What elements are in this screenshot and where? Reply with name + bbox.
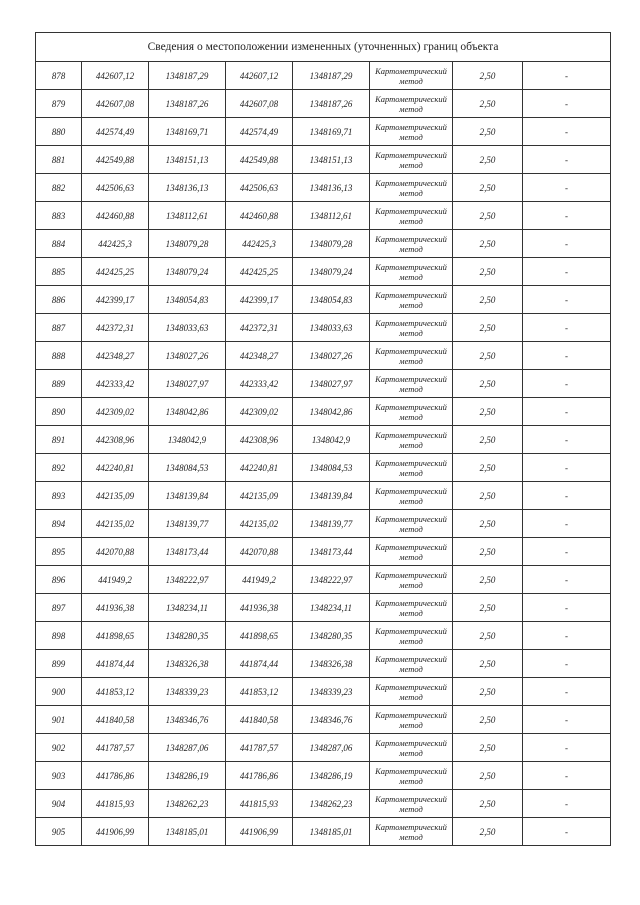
accuracy-cell: 2,50 bbox=[453, 286, 523, 314]
boundary-coordinates-table bbox=[35, 32, 611, 846]
accuracy-cell: 2,50 bbox=[453, 342, 523, 370]
existing-x-cell: 441853,12 bbox=[82, 678, 149, 706]
accuracy-cell: 2,50 bbox=[453, 482, 523, 510]
note-cell: - bbox=[523, 622, 611, 650]
refined-y-cell: 1348262,23 bbox=[293, 790, 370, 818]
note-cell: - bbox=[523, 314, 611, 342]
refined-y-cell: 1348185,01 bbox=[293, 818, 370, 846]
refined-x-cell: 442460,88 bbox=[226, 202, 293, 230]
point-number-cell: 892 bbox=[36, 454, 82, 482]
existing-y-cell: 1348280,35 bbox=[149, 622, 226, 650]
refined-y-cell: 1348287,06 bbox=[293, 734, 370, 762]
refined-x-cell: 442425,25 bbox=[226, 258, 293, 286]
accuracy-cell: 2,50 bbox=[453, 538, 523, 566]
table-row bbox=[36, 230, 611, 258]
refined-x-cell: 441853,12 bbox=[226, 678, 293, 706]
point-number-cell: 905 bbox=[36, 818, 82, 846]
refined-y-cell: 1348136,13 bbox=[293, 174, 370, 202]
method-cell: Картометрический метод bbox=[370, 790, 453, 818]
existing-x-cell: 442309,02 bbox=[82, 398, 149, 426]
table-row bbox=[36, 342, 611, 370]
existing-y-cell: 1348185,01 bbox=[149, 818, 226, 846]
existing-y-cell: 1348173,44 bbox=[149, 538, 226, 566]
table-row bbox=[36, 510, 611, 538]
existing-x-cell: 442607,08 bbox=[82, 90, 149, 118]
table-row bbox=[36, 762, 611, 790]
existing-y-cell: 1348169,71 bbox=[149, 118, 226, 146]
note-cell: - bbox=[523, 706, 611, 734]
point-number-cell: 898 bbox=[36, 622, 82, 650]
point-number-cell: 881 bbox=[36, 146, 82, 174]
table-row bbox=[36, 538, 611, 566]
refined-x-cell: 441840,58 bbox=[226, 706, 293, 734]
existing-y-cell: 1348136,13 bbox=[149, 174, 226, 202]
table-row bbox=[36, 566, 611, 594]
refined-x-cell: 441906,99 bbox=[226, 818, 293, 846]
refined-x-cell: 442348,27 bbox=[226, 342, 293, 370]
existing-y-cell: 1348079,24 bbox=[149, 258, 226, 286]
table-row bbox=[36, 734, 611, 762]
existing-x-cell: 442574,49 bbox=[82, 118, 149, 146]
note-cell: - bbox=[523, 818, 611, 846]
point-number-cell: 886 bbox=[36, 286, 82, 314]
refined-y-cell: 1348027,26 bbox=[293, 342, 370, 370]
point-number-cell: 891 bbox=[36, 426, 82, 454]
existing-x-cell: 442070,88 bbox=[82, 538, 149, 566]
point-number-cell: 882 bbox=[36, 174, 82, 202]
existing-y-cell: 1348033,63 bbox=[149, 314, 226, 342]
accuracy-cell: 2,50 bbox=[453, 146, 523, 174]
note-cell: - bbox=[523, 566, 611, 594]
method-cell: Картометрический метод bbox=[370, 510, 453, 538]
accuracy-cell: 2,50 bbox=[453, 314, 523, 342]
refined-x-cell: 442549,88 bbox=[226, 146, 293, 174]
existing-x-cell: 441787,57 bbox=[82, 734, 149, 762]
point-number-cell: 883 bbox=[36, 202, 82, 230]
refined-y-cell: 1348084,53 bbox=[293, 454, 370, 482]
note-cell: - bbox=[523, 594, 611, 622]
refined-y-cell: 1348139,77 bbox=[293, 510, 370, 538]
point-number-cell: 903 bbox=[36, 762, 82, 790]
existing-y-cell: 1348151,13 bbox=[149, 146, 226, 174]
refined-x-cell: 442399,17 bbox=[226, 286, 293, 314]
accuracy-cell: 2,50 bbox=[453, 566, 523, 594]
existing-x-cell: 441936,38 bbox=[82, 594, 149, 622]
existing-y-cell: 1348139,77 bbox=[149, 510, 226, 538]
note-cell: - bbox=[523, 454, 611, 482]
point-number-cell: 879 bbox=[36, 90, 82, 118]
existing-y-cell: 1348027,26 bbox=[149, 342, 226, 370]
existing-y-cell: 1348079,28 bbox=[149, 230, 226, 258]
refined-y-cell: 1348033,63 bbox=[293, 314, 370, 342]
refined-y-cell: 1348187,29 bbox=[293, 62, 370, 90]
refined-y-cell: 1348326,38 bbox=[293, 650, 370, 678]
refined-y-cell: 1348234,11 bbox=[293, 594, 370, 622]
note-cell: - bbox=[523, 762, 611, 790]
existing-x-cell: 442549,88 bbox=[82, 146, 149, 174]
existing-y-cell: 1348222,97 bbox=[149, 566, 226, 594]
note-cell: - bbox=[523, 538, 611, 566]
refined-y-cell: 1348027,97 bbox=[293, 370, 370, 398]
note-cell: - bbox=[523, 678, 611, 706]
point-number-cell: 880 bbox=[36, 118, 82, 146]
table-row bbox=[36, 818, 611, 846]
existing-y-cell: 1348027,97 bbox=[149, 370, 226, 398]
refined-x-cell: 442425,3 bbox=[226, 230, 293, 258]
refined-y-cell: 1348151,13 bbox=[293, 146, 370, 174]
method-cell: Картометрический метод bbox=[370, 230, 453, 258]
method-cell: Картометрический метод bbox=[370, 174, 453, 202]
point-number-cell: 904 bbox=[36, 790, 82, 818]
table-row bbox=[36, 90, 611, 118]
refined-x-cell: 442574,49 bbox=[226, 118, 293, 146]
table-row bbox=[36, 118, 611, 146]
refined-y-cell: 1348187,26 bbox=[293, 90, 370, 118]
existing-y-cell: 1348346,76 bbox=[149, 706, 226, 734]
refined-x-cell: 441936,38 bbox=[226, 594, 293, 622]
method-cell: Картометрический метод bbox=[370, 370, 453, 398]
existing-x-cell: 441874,44 bbox=[82, 650, 149, 678]
accuracy-cell: 2,50 bbox=[453, 426, 523, 454]
table-row bbox=[36, 678, 611, 706]
refined-y-cell: 1348079,28 bbox=[293, 230, 370, 258]
refined-x-cell: 441786,86 bbox=[226, 762, 293, 790]
refined-x-cell: 442506,63 bbox=[226, 174, 293, 202]
accuracy-cell: 2,50 bbox=[453, 118, 523, 146]
note-cell: - bbox=[523, 62, 611, 90]
table-row bbox=[36, 426, 611, 454]
refined-y-cell: 1348054,83 bbox=[293, 286, 370, 314]
accuracy-cell: 2,50 bbox=[453, 818, 523, 846]
existing-x-cell: 442240,81 bbox=[82, 454, 149, 482]
table-row bbox=[36, 482, 611, 510]
note-cell: - bbox=[523, 146, 611, 174]
existing-x-cell: 442399,17 bbox=[82, 286, 149, 314]
refined-y-cell: 1348079,24 bbox=[293, 258, 370, 286]
point-number-cell: 897 bbox=[36, 594, 82, 622]
existing-x-cell: 442460,88 bbox=[82, 202, 149, 230]
refined-y-cell: 1348112,61 bbox=[293, 202, 370, 230]
refined-y-cell: 1348139,84 bbox=[293, 482, 370, 510]
method-cell: Картометрический метод bbox=[370, 62, 453, 90]
existing-y-cell: 1348234,11 bbox=[149, 594, 226, 622]
accuracy-cell: 2,50 bbox=[453, 258, 523, 286]
refined-y-cell: 1348042,9 bbox=[293, 426, 370, 454]
existing-x-cell: 442506,63 bbox=[82, 174, 149, 202]
refined-x-cell: 442308,96 bbox=[226, 426, 293, 454]
point-number-cell: 899 bbox=[36, 650, 82, 678]
note-cell: - bbox=[523, 230, 611, 258]
accuracy-cell: 2,50 bbox=[453, 594, 523, 622]
table-row bbox=[36, 314, 611, 342]
refined-x-cell: 442135,09 bbox=[226, 482, 293, 510]
note-cell: - bbox=[523, 90, 611, 118]
refined-x-cell: 442372,31 bbox=[226, 314, 293, 342]
method-cell: Картометрический метод bbox=[370, 538, 453, 566]
existing-y-cell: 1348339,23 bbox=[149, 678, 226, 706]
table-row bbox=[36, 650, 611, 678]
method-cell: Картометрический метод bbox=[370, 90, 453, 118]
table-row bbox=[36, 622, 611, 650]
existing-x-cell: 442135,02 bbox=[82, 510, 149, 538]
existing-y-cell: 1348187,29 bbox=[149, 62, 226, 90]
point-number-cell: 890 bbox=[36, 398, 82, 426]
table-title: Сведения о местоположении измененных (уточненных) границ объекта bbox=[36, 33, 611, 62]
existing-x-cell: 442372,31 bbox=[82, 314, 149, 342]
method-cell: Картометрический метод bbox=[370, 482, 453, 510]
existing-x-cell: 441786,86 bbox=[82, 762, 149, 790]
point-number-cell: 901 bbox=[36, 706, 82, 734]
method-cell: Картометрический метод bbox=[370, 678, 453, 706]
refined-x-cell: 442070,88 bbox=[226, 538, 293, 566]
point-number-cell: 878 bbox=[36, 62, 82, 90]
refined-x-cell: 441815,93 bbox=[226, 790, 293, 818]
table-row bbox=[36, 706, 611, 734]
existing-x-cell: 441840,58 bbox=[82, 706, 149, 734]
refined-y-cell: 1348280,35 bbox=[293, 622, 370, 650]
existing-x-cell: 442308,96 bbox=[82, 426, 149, 454]
refined-x-cell: 441787,57 bbox=[226, 734, 293, 762]
point-number-cell: 889 bbox=[36, 370, 82, 398]
accuracy-cell: 2,50 bbox=[453, 622, 523, 650]
existing-y-cell: 1348326,38 bbox=[149, 650, 226, 678]
accuracy-cell: 2,50 bbox=[453, 678, 523, 706]
point-number-cell: 884 bbox=[36, 230, 82, 258]
note-cell: - bbox=[523, 370, 611, 398]
point-number-cell: 885 bbox=[36, 258, 82, 286]
table-row bbox=[36, 174, 611, 202]
point-number-cell: 894 bbox=[36, 510, 82, 538]
method-cell: Картометрический метод bbox=[370, 146, 453, 174]
note-cell: - bbox=[523, 482, 611, 510]
method-cell: Картометрический метод bbox=[370, 734, 453, 762]
method-cell: Картометрический метод bbox=[370, 650, 453, 678]
method-cell: Картометрический метод bbox=[370, 314, 453, 342]
existing-x-cell: 442607,12 bbox=[82, 62, 149, 90]
note-cell: - bbox=[523, 426, 611, 454]
accuracy-cell: 2,50 bbox=[453, 454, 523, 482]
existing-x-cell: 442425,25 bbox=[82, 258, 149, 286]
accuracy-cell: 2,50 bbox=[453, 706, 523, 734]
existing-x-cell: 442425,3 bbox=[82, 230, 149, 258]
point-number-cell: 893 bbox=[36, 482, 82, 510]
method-cell: Картометрический метод bbox=[370, 118, 453, 146]
existing-y-cell: 1348286,19 bbox=[149, 762, 226, 790]
method-cell: Картометрический метод bbox=[370, 818, 453, 846]
refined-x-cell: 442607,12 bbox=[226, 62, 293, 90]
method-cell: Картометрический метод bbox=[370, 342, 453, 370]
note-cell: - bbox=[523, 510, 611, 538]
method-cell: Картометрический метод bbox=[370, 566, 453, 594]
accuracy-cell: 2,50 bbox=[453, 370, 523, 398]
existing-y-cell: 1348042,86 bbox=[149, 398, 226, 426]
point-number-cell: 887 bbox=[36, 314, 82, 342]
method-cell: Картометрический метод bbox=[370, 258, 453, 286]
point-number-cell: 888 bbox=[36, 342, 82, 370]
existing-y-cell: 1348139,84 bbox=[149, 482, 226, 510]
existing-y-cell: 1348042,9 bbox=[149, 426, 226, 454]
refined-y-cell: 1348222,97 bbox=[293, 566, 370, 594]
table-row bbox=[36, 790, 611, 818]
note-cell: - bbox=[523, 398, 611, 426]
method-cell: Картометрический метод bbox=[370, 454, 453, 482]
note-cell: - bbox=[523, 286, 611, 314]
note-cell: - bbox=[523, 734, 611, 762]
accuracy-cell: 2,50 bbox=[453, 650, 523, 678]
accuracy-cell: 2,50 bbox=[453, 510, 523, 538]
existing-x-cell: 442348,27 bbox=[82, 342, 149, 370]
method-cell: Картометрический метод bbox=[370, 286, 453, 314]
accuracy-cell: 2,50 bbox=[453, 62, 523, 90]
refined-y-cell: 1348169,71 bbox=[293, 118, 370, 146]
refined-y-cell: 1348286,19 bbox=[293, 762, 370, 790]
table-row bbox=[36, 398, 611, 426]
refined-y-cell: 1348042,86 bbox=[293, 398, 370, 426]
method-cell: Картометрический метод bbox=[370, 762, 453, 790]
refined-y-cell: 1348346,76 bbox=[293, 706, 370, 734]
table-row bbox=[36, 202, 611, 230]
table-row bbox=[36, 286, 611, 314]
existing-y-cell: 1348287,06 bbox=[149, 734, 226, 762]
note-cell: - bbox=[523, 174, 611, 202]
method-cell: Картометрический метод bbox=[370, 202, 453, 230]
point-number-cell: 900 bbox=[36, 678, 82, 706]
point-number-cell: 896 bbox=[36, 566, 82, 594]
existing-x-cell: 441815,93 bbox=[82, 790, 149, 818]
existing-y-cell: 1348262,23 bbox=[149, 790, 226, 818]
refined-x-cell: 441874,44 bbox=[226, 650, 293, 678]
table-row bbox=[36, 454, 611, 482]
table-row bbox=[36, 146, 611, 174]
accuracy-cell: 2,50 bbox=[453, 174, 523, 202]
accuracy-cell: 2,50 bbox=[453, 202, 523, 230]
refined-x-cell: 442607,08 bbox=[226, 90, 293, 118]
existing-y-cell: 1348187,26 bbox=[149, 90, 226, 118]
point-number-cell: 902 bbox=[36, 734, 82, 762]
existing-y-cell: 1348054,83 bbox=[149, 286, 226, 314]
note-cell: - bbox=[523, 650, 611, 678]
table-header-row bbox=[36, 33, 611, 62]
point-number-cell: 895 bbox=[36, 538, 82, 566]
existing-x-cell: 441949,2 bbox=[82, 566, 149, 594]
existing-y-cell: 1348112,61 bbox=[149, 202, 226, 230]
note-cell: - bbox=[523, 258, 611, 286]
existing-x-cell: 441898,65 bbox=[82, 622, 149, 650]
refined-x-cell: 442333,42 bbox=[226, 370, 293, 398]
method-cell: Картометрический метод bbox=[370, 706, 453, 734]
refined-x-cell: 442135,02 bbox=[226, 510, 293, 538]
refined-x-cell: 441898,65 bbox=[226, 622, 293, 650]
method-cell: Картометрический метод bbox=[370, 622, 453, 650]
existing-x-cell: 442135,09 bbox=[82, 482, 149, 510]
existing-x-cell: 442333,42 bbox=[82, 370, 149, 398]
note-cell: - bbox=[523, 202, 611, 230]
accuracy-cell: 2,50 bbox=[453, 790, 523, 818]
accuracy-cell: 2,50 bbox=[453, 230, 523, 258]
refined-y-cell: 1348339,23 bbox=[293, 678, 370, 706]
method-cell: Картометрический метод bbox=[370, 426, 453, 454]
accuracy-cell: 2,50 bbox=[453, 90, 523, 118]
existing-x-cell: 441906,99 bbox=[82, 818, 149, 846]
accuracy-cell: 2,50 bbox=[453, 734, 523, 762]
table-row bbox=[36, 370, 611, 398]
refined-x-cell: 442240,81 bbox=[226, 454, 293, 482]
table-row bbox=[36, 594, 611, 622]
existing-y-cell: 1348084,53 bbox=[149, 454, 226, 482]
accuracy-cell: 2,50 bbox=[453, 762, 523, 790]
method-cell: Картометрический метод bbox=[370, 594, 453, 622]
refined-y-cell: 1348173,44 bbox=[293, 538, 370, 566]
refined-x-cell: 442309,02 bbox=[226, 398, 293, 426]
note-cell: - bbox=[523, 118, 611, 146]
accuracy-cell: 2,50 bbox=[453, 398, 523, 426]
note-cell: - bbox=[523, 342, 611, 370]
table-row bbox=[36, 62, 611, 90]
table-row bbox=[36, 258, 611, 286]
note-cell: - bbox=[523, 790, 611, 818]
refined-x-cell: 441949,2 bbox=[226, 566, 293, 594]
method-cell: Картометрический метод bbox=[370, 398, 453, 426]
